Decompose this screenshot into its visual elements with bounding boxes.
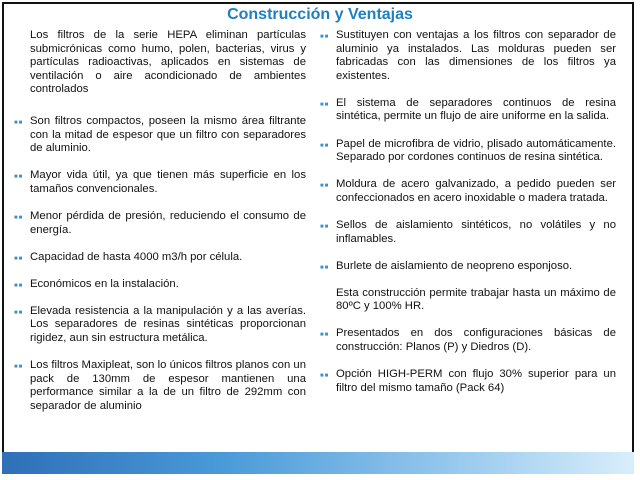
list-item (14, 305, 306, 346)
footer-gradient-bar (2, 452, 634, 474)
list-item (320, 219, 616, 246)
list-item (320, 138, 616, 165)
list-item-text: Los filtros Maxipleat, son lo únicos filtros planos con un pack de 130mm de espesor mantienen una performance similar a la de un filtro de 292mm con separador de aluminio (30, 359, 306, 412)
list-item (14, 278, 306, 292)
list-item-text: Los filtros de la serie HEPA eliminan partículas submicrónicas como humo, polen, bacterias, virus y partículas radioactivas, aplicados en sistemas de ventilación o aire acondicionado de ambientes controlados (30, 29, 306, 96)
left-column (14, 29, 306, 427)
list-item-text: Opción HIGH-PERM con flujo 30% superior para un filtro del mismo tamaño (Pack 64) (336, 368, 616, 394)
list-item (320, 97, 616, 124)
list-item-text: Económicos en la instalación. (30, 277, 179, 290)
bullet-icon: ■■ (14, 309, 24, 316)
bullet-icon: ■■ (320, 332, 330, 339)
list-item-text: Papel de microfibra de vidrio, plisado automáticamente. Separado por cordones continuos de resina sintética. (336, 137, 616, 164)
list-item-text: Menor pérdida de presión, reduciendo el consumo de energía. (30, 209, 306, 236)
bullet-icon: ■■ (14, 214, 24, 221)
bullet-icon: ■■ (320, 223, 330, 230)
list-item (14, 29, 306, 97)
right-column (320, 29, 616, 409)
bullet-icon: ■■ (14, 255, 24, 262)
slide-title: Construcción y Ventajas (227, 6, 413, 23)
bullet-icon: ■■ (320, 183, 330, 190)
list-item-text: Capacidad de hasta 4000 m3/h por célula. (30, 250, 243, 263)
bullet-icon: ■■ (14, 364, 24, 371)
list-item (320, 287, 616, 314)
list-item (320, 327, 616, 354)
list-item (14, 115, 306, 156)
list-item (14, 359, 306, 413)
list-item-text: Mayor vida útil, ya que tienen más superficie en los tamaños convencionales. (30, 169, 306, 195)
list-item-text: Esta construcción permite trabajar hasta un máximo de 80ºC y 100% HR. (336, 286, 616, 313)
list-item (14, 251, 306, 265)
list-item (320, 178, 616, 205)
list-item-text: Sustituyen con ventajas a los filtros con separador de aluminio ya instalados. Las molduras pueden ser fabricadas con las dimensiones de los filtros ya existentes. (336, 29, 616, 82)
list-item (14, 169, 306, 196)
bullet-icon: ■■ (320, 101, 330, 108)
bullet-icon: ■■ (320, 264, 330, 271)
list-item (320, 260, 616, 274)
bullet-icon: ■■ (14, 174, 24, 181)
list-item (320, 368, 616, 395)
list-item-text: Elevada resistencia a la manipulación y a las averías. Los separadores de resinas sintéticas proporcionan rigidez, aun sin estructura metálica. (30, 304, 306, 344)
bullet-icon: ■■ (320, 34, 330, 40)
bullet-icon: ■■ (320, 142, 330, 149)
bullet-icon: ■■ (320, 373, 330, 380)
bullet-icon: ■■ (14, 119, 24, 126)
list-item (14, 210, 306, 237)
list-item-text: Moldura de acero galvanizado, a pedido pueden ser confeccionados en acero inoxidable o madera tratada. (336, 178, 616, 204)
list-item-text: Burlete de aislamiento de neopreno esponjoso. (336, 259, 573, 272)
bullet-icon: ■■ (14, 282, 24, 289)
list-item-text: Son filtros compactos, poseen la mismo área filtrante con la mitad de espesor que un filtro con separadores de aluminio. (30, 114, 306, 155)
list-item-text: El sistema de separadores continuos de resina sintética, permite un flujo de aire uniforme en la salida. (336, 96, 616, 123)
list-item-text: Sellos de aislamiento sintéticos, no volátiles y no inflamables. (336, 218, 616, 245)
list-item-text: Presentados en dos configuraciones básicas de construcción: Planos (P) y Diedros (D). (336, 327, 616, 353)
list-item (320, 29, 616, 83)
